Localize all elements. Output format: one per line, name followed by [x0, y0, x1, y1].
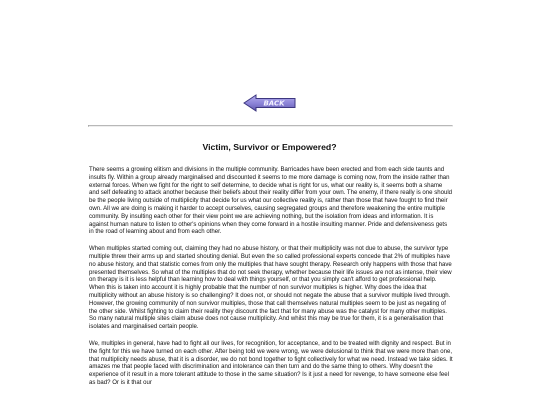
article-body — [89, 167, 453, 397]
article-paragraph: There seems a growing elitism and divisions in the multiple community. Barricades have been erected and from each side taunts and insults fly. Within a group already marginalised and discounted it seems to me more damage is coming now, from the inside rather than external forces. When we fight for the right to self determine, to decide what is right for us, what our reality is, it seems both a shame and self defeating to attack another because their beliefs about their reality differ from your own. The enemy, if there really is one should be the people living outside of multiplicity that decide for us what our collective reality is, rather than those that have fought to find their own. All we are doing is making it harder to accept ourselves, causing segregated groups and therefore weakening the entire multiple community. By insulting each other for their view point we are achieving nothing, but the isolation from ideas and information. It is against human nature to listen to other's opinions when they come forward in a hostile insulting manner. Pride and defensiveness gets in the road of learning about and from each other. — [89, 167, 453, 236]
article-paragraph: When multiples started coming out, claiming they had no abuse history, or that their multiplicity was not due to abuse, the survivor type multiple threw their arms up and started shouting denial. But even the so called professional experts concede that 2% of multiples have no abuse history, and that statistic comes from only the multiples that have sought therapy. Research only happens with those that have presented themselves. So what of the multiples that do not seek therapy, whether because their life issues are not as intense, their view on therapy is it is less helpful than learning how to deal with things yourself, or that you simply can't afford to get professional help. When this is taken into account it is highly probable that the number of non survivor multiples is higher. Why does the idea that multiplicity without an abuse history is so challenging? It does not, or should not negate the abuse that a survivor multiple lived through. However, the growing community of non survivor multiples, those that call themselves natural multiples seem to be just as negating of the other side. Whilst fighting to claim their reality they discount the fact that for many abuse was the catalyst for many other multiples. So many natural multiple sites claim abuse does not cause multiplicity. And whilst this may be true for them, it is a generalisation that isolates and marginalised certain people. — [89, 246, 452, 331]
back-button[interactable] — [243, 94, 297, 112]
page-title: Victim, Survivor or Empowered? — [202, 142, 337, 152]
back-arrow-icon — [243, 94, 297, 112]
article-paragraph: We, multiples in general, have had to fight all our lives, for recognition, for acceptance, and to be treated with dignity and respect. But in the fight for this we have turned on each other. After being told we were wrong, we were delusional to think that we were more than one, that multiplicity needs abuse, that it is a disorder, we do not bond together to fight collectively for what we need. Instead we take sides. It amazes me that people faced with discrimination and intolerance can then turn and do the same thing to others. Why doesn't the experience of it result in a more tolerant attitude to those in the same situation? Is it just a need for revenge, to have someone else feel as bad? Or is it that our — [89, 340, 453, 386]
divider — [88, 125, 453, 127]
back-button-label: BACK — [263, 99, 285, 108]
